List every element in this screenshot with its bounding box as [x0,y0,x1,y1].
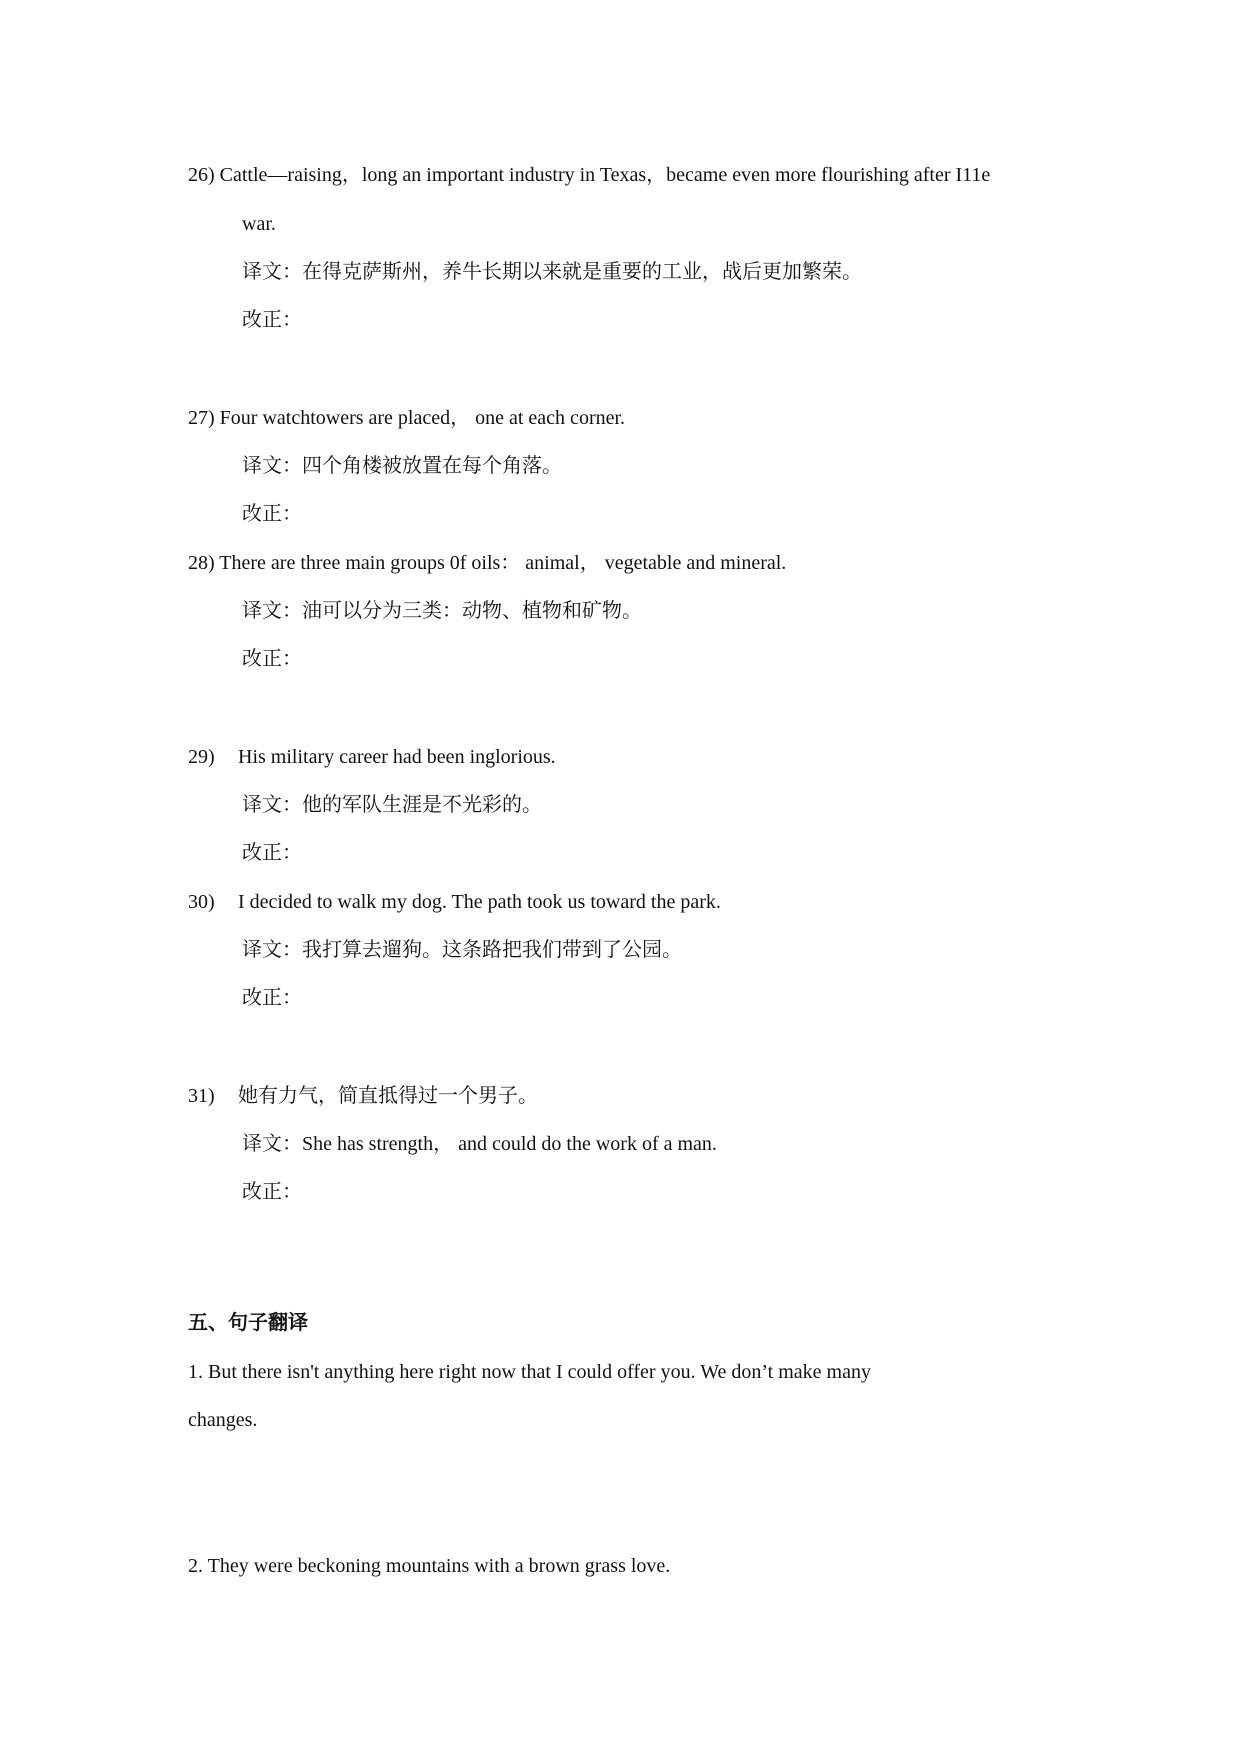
question-30-text: I decided to walk my dog. The path took us toward the park. [238,891,721,913]
question-29-text: His military career had been inglorious. [238,746,556,768]
translation-28: 译文：油可以分为三类：动物、植物和矿物。 [242,600,642,622]
correction-label-26: 改正： [242,309,302,331]
question-30-number: 30) [188,891,215,913]
translation-30: 译文：我打算去遛狗。这条路把我们带到了公园。 [242,939,682,961]
question-31-text: 她有力气，简直抵得过一个男子。 [238,1085,538,1107]
sentence-1-line-2: changes. [188,1409,258,1431]
question-28: 28) There are three main groups 0f oils： animal， vegetable and mineral. [188,552,787,574]
translation-26: 译文：在得克萨斯州，养牛长期以来就是重要的工业，战后更加繁荣。 [242,261,862,283]
question-26-continued: war. [242,213,276,235]
correction-label-28: 改正： [242,648,302,670]
correction-label-30: 改正： [242,987,302,1009]
section-heading: 五、句子翻译 [188,1310,308,1334]
question-29-number: 29) [188,746,215,768]
question-26: 26) Cattle—raising，long an important industry in Texas，became even more flourishing after I11e [188,164,991,186]
correction-label-29: 改正： [242,842,302,864]
sentence-1-line-1: 1. But there isn't anything here right now that I could offer you. We don’t make many [188,1361,871,1383]
translation-27: 译文：四个角楼被放置在每个角落。 [242,455,562,477]
correction-label-31: 改正： [242,1181,302,1203]
question-31-number: 31) [188,1085,215,1107]
translation-29: 译文：他的军队生涯是不光彩的。 [242,794,542,816]
question-27: 27) Four watchtowers are placed， one at each corner. [188,407,626,429]
question-29 [188,743,556,771]
correction-label-27: 改正： [242,503,302,525]
sentence-2: 2. They were beckoning mountains with a brown grass love. [188,1555,671,1577]
translation-31: 译文：She has strength， and could do the work of a man. [242,1133,717,1155]
question-31 [188,1082,538,1110]
question-30 [188,888,721,916]
